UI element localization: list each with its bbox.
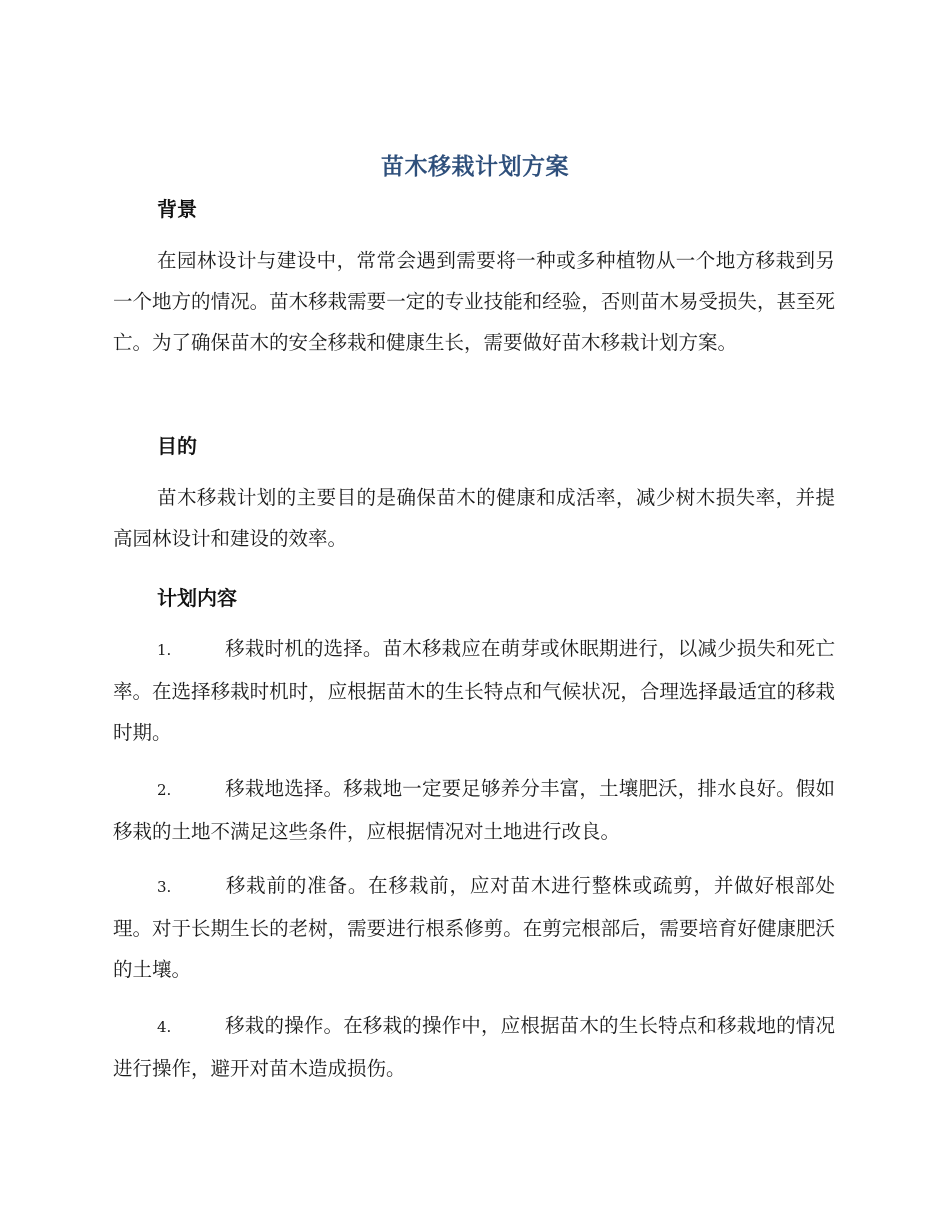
section-heading-background: 背景 [157,197,197,221]
document-title: 苗木移栽计划方案 [381,154,569,180]
plan-list-item [113,768,835,852]
list-item-number: 3. [157,878,172,896]
plan-list-item [113,1005,835,1089]
plan-list-item [113,865,835,990]
list-item-text: 移栽地选择。移栽地一定要足够养分丰富，土壤肥沃，排水良好。假如移栽的土地不满足这些条件，应根据情况对土地进行改良。 [113,777,835,843]
list-item-text: 移栽时机的选择。苗木移栽应在萌芽或休眠期进行，以减少损失和死亡率。在选择移栽时机时，应根据苗木的生长特点和气候状况，合理选择最适宜的移栽时期。 [113,637,835,744]
list-item-number: 2. [157,781,172,799]
section-heading-purpose: 目的 [157,434,197,458]
list-item-text: 移栽前的准备。在移栽前，应对苗木进行整株或疏剪，并做好根部处理。对于长期生长的老树，需要进行根系修剪。在剪完根部后，需要培育好健康肥沃的土壤。 [113,874,835,981]
plan-list-item [113,628,835,753]
list-item-number: 1. [157,641,172,659]
purpose-paragraph: 苗木移栽计划的主要目的是确保苗木的健康和成活率，减少树木损失率，并提高园林设计和建设的效率。 [113,486,835,550]
section-heading-plan-content: 计划内容 [157,586,237,610]
background-paragraph: 在园林设计与建设中，常常会遇到需要将一种或多种植物从一个地方移栽到另一个地方的情况。苗木移栽需要一定的专业技能和经验，否则苗木易受损失，甚至死亡。为了确保苗木的安全移栽和健康生长，需要做好苗木移栽计划方案。 [113,249,835,354]
list-item-number: 4. [157,1018,172,1036]
list-item-text: 移栽的操作。在移栽的操作中，应根据苗木的生长特点和移栽地的情况进行操作，避开对苗木造成损伤。 [113,1014,835,1080]
